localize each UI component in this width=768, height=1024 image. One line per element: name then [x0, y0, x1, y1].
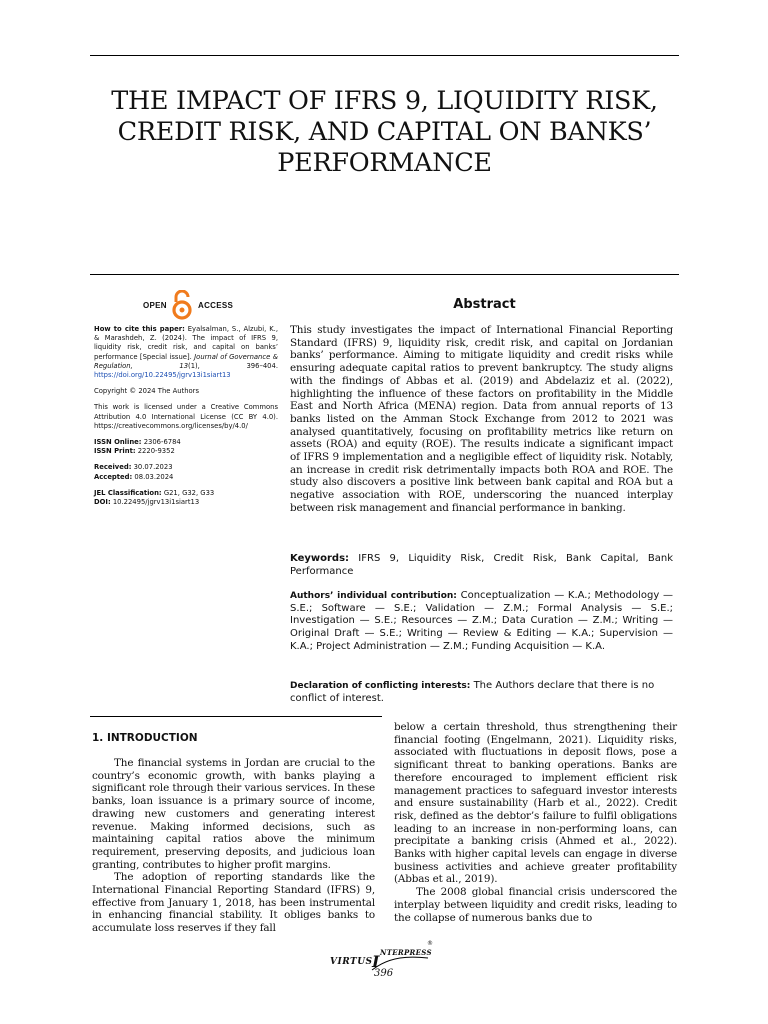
declaration-label: Declaration of conflicting interests: — [290, 681, 471, 691]
declaration-block — [290, 680, 673, 705]
section-heading: 1. INTRODUCTION — [92, 732, 198, 744]
declaration-text: The Authors declare that there is no conflict of interest. — [290, 680, 655, 704]
copyright-notice: Copyright © 2024 The Authors — [94, 387, 200, 396]
accepted-date: 08.03.2024 — [134, 472, 174, 481]
issn-block — [94, 438, 278, 456]
citation-doi-link[interactable]: https://doi.org/10.22495/jgrv13i1siart13 — [94, 371, 231, 380]
top-rule — [90, 55, 679, 56]
contribution-label: Authors’ individual contribution: — [290, 591, 457, 601]
issn-online-value: 2306-6784 — [143, 438, 181, 447]
paper-title: THE IMPACT OF IFRS 9, LIQUIDITY RISK, CREDIT RISK, AND CAPITAL ON BANKS’ PERFORMANCE — [111, 86, 658, 178]
received-label: Received: — [94, 463, 132, 472]
body-top-rule — [90, 716, 382, 717]
classification-block — [94, 489, 278, 507]
open-access-open-text: OPEN — [143, 301, 167, 310]
page-number: 396 — [374, 968, 394, 979]
received-date: 30.07.2023 — [133, 463, 173, 472]
abstract-text: This study investigates the impact of International Financial Reporting Standard (IFRS) 9, liquidity risk, credit risk, and capital on Jordanian banks’ performance. Aiming to mitigate liquidity and credit risks while ensuring adequate capital ratios to prevent bankruptcy. The study aligns with the findings of Abbas et al. (2019) and Abdelaziz et al. (2022), highlighting the influence of these factors on profitability in the Middle East and North Africa (MENA) region. Data from annual reports of 13 banks listed on the Amman Stock Exchange from 2012 to 2021 was analysed quantitatively, focusing on profitability metrics like return on assets (ROA) and equity (ROE). The results indicate a significant impact of IFRS 9 implementation and a negligible effect of liquidity risk. Notably, an increase in credit risk detrimentally impacts both ROA and ROE. The study also discovers a positive link between bank capital and ROA but a negative association with ROE, underscoring the nuanced interplay between risk management and financial performance in banking. — [290, 324, 673, 514]
doi-value: 10.22495/jgrv13i1siart13 — [112, 498, 200, 507]
logo-virtus-text: VIRTUS — [330, 957, 373, 967]
open-access-access-text: ACCESS — [198, 301, 234, 310]
body-paragraph: below a certain threshold, thus strengthening their financial footing (Engelmann, 2021). Liquidity risks, associated with fluctuations in deposit flows, pose a significant threat to banking operations. Banks are therefore encouraged to implement efficient risk management practices to safeguard investor interests and ensure sustainability (Harb et al., 2022). Credit risk, defined as the debtor’s failure to fulfil obligations leading to an increase in non-performing loans, can precipitate a banking crisis (Ahmed et al., 2022). Banks with higher capital levels can engage in diverse business activities and achieve greater profitability (Abbas et al., 2019). — [394, 721, 677, 886]
publisher-logo — [330, 940, 440, 990]
citation-text: Eyalsalman, S., Alzubi, K., & Marashdeh, Z. (2024). The impact of IFRS 9, liquidity risk, credit risk, and capital on banks’ performance [Special issue]. — [94, 325, 278, 361]
issn-online-label: ISSN Online: — [94, 438, 142, 447]
doi-label: DOI: — [94, 498, 111, 507]
citation-journal: Journal of Governance & Regulation, 13 — [94, 352, 278, 370]
body-paragraph: The adoption of reporting standards like the International Financial Reporting Standard (IFRS) 9, effective from January 1, 2018, has been instrumental in enhancing financial stability. It obliges banks to accumulate loss reserves if they fall — [92, 871, 375, 935]
keywords-text: IFRS 9, Liquidity Risk, Credit Risk, Bank Capital, Bank Performance — [290, 553, 674, 577]
body-paragraph: The 2008 global financial crisis underscored the interplay between liquidity and credit risks, leading to the collapse of numerous banks due to — [394, 886, 677, 924]
issn-print-label: ISSN Print: — [94, 447, 136, 456]
logo-interpress-text: NTERPRESS — [380, 948, 432, 957]
license-notice: This work is licensed under a Creative Commons Attribution 4.0 International License (CC BY 4.0). https://creativecommons.org/licenses/by/4.0/ — [94, 403, 278, 430]
article-info-column — [94, 325, 278, 514]
accepted-label: Accepted: — [94, 472, 133, 481]
keywords-block — [290, 553, 673, 578]
open-lock-icon — [171, 290, 193, 320]
abstract-heading: Abstract — [453, 297, 516, 312]
contribution-text: Conceptualization — K.A.; Methodology — S.E.; Software — S.E.; Validation — Z.M.; Formal Analysis — S.E.; Investigation — S.E.; Resources — Z.M.; Data Curation — Z.M.; Writing — Original Draft — S.E.; Writing — Review & Editing — K.A.; Supervision — K.A.; Project Administration — Z.M.; Funding Acquisition — K.A. — [290, 590, 673, 652]
body-paragraph: The financial systems in Jordan are crucial to the country’s economic growth, with banks playing a significant role through their various services. In these banks, loan issuance is a primary source of income, drawing new customers and generating interest revenue. Making informed decisions, such as maintaining capital ratios above the minimum requirement, preserving deposits, and judicious loan granting, contributes to higher profit margins. — [92, 757, 375, 871]
body-right-column — [394, 721, 677, 924]
body-left-column — [92, 757, 375, 935]
citation-issue-pages: (1), 396–404. — [188, 361, 278, 370]
jel-label: JEL Classification: — [94, 488, 162, 497]
citation-block — [94, 325, 278, 380]
jel-value: G21, G32, G33 — [163, 488, 215, 497]
open-access-logo — [143, 290, 243, 320]
header-bottom-rule — [90, 274, 679, 275]
logo-i-text: I — [372, 952, 380, 971]
issn-print-value: 2220-9352 — [137, 447, 175, 456]
dates-block — [94, 463, 278, 481]
contribution-block — [290, 590, 673, 654]
keywords-label: Keywords: — [290, 553, 350, 564]
citation-label: How to cite this paper: — [94, 325, 185, 333]
registered-mark: ® — [427, 940, 433, 947]
